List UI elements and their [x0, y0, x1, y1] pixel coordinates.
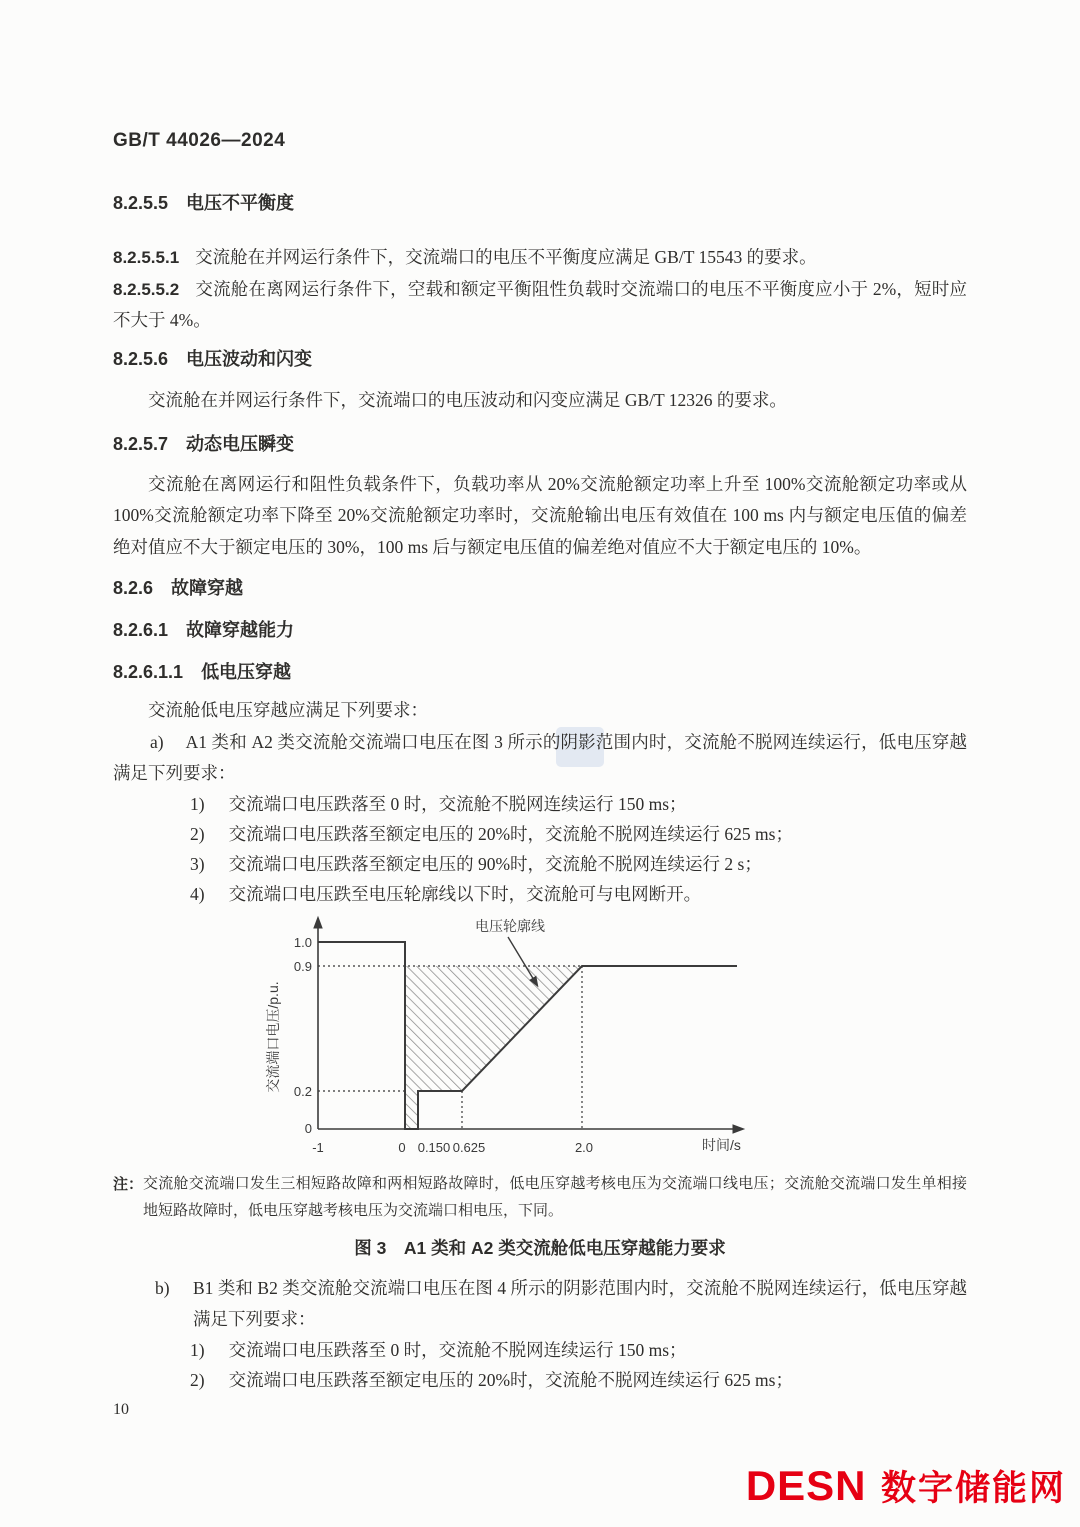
list-item-text: B1 类和 B2 类交流舱交流端口电压在图 4 所示的阴影范围内时，交流舱不脱网连续运行，低电压穿越满足下列要求： [193, 1278, 967, 1329]
section-title: 故障穿越能力 [186, 620, 295, 640]
list-item-text: A1 类和 A2 类交流舱交流端口电压在图 3 所示的阴影范围内时，交流舱不脱网连续运行，低电压穿越满足下列要求： [113, 732, 967, 783]
section-heading-8.2.5.5 [113, 190, 967, 216]
list-marker: 1) [190, 794, 205, 814]
list-item-a [113, 727, 967, 789]
section-title: 故障穿越 [171, 578, 244, 598]
y-tick-0.2: 0.2 [293, 1084, 312, 1099]
list-item-text: 交流端口电压跌至电压轮廓线以下时，交流舱可与电网断开。 [228, 884, 702, 904]
hatch-shaded-region [405, 966, 582, 1129]
x-tick-0150: 0.150 [417, 1140, 451, 1155]
section-heading-8.2.5.7 [113, 431, 967, 457]
x-tick-neg1: -1 [312, 1140, 324, 1155]
y-tick-1.0: 1.0 [293, 935, 312, 950]
y-tick-0.9: 0.9 [293, 959, 312, 974]
list-item [190, 849, 967, 879]
list-marker: 4) [190, 884, 205, 904]
y-tick-0: 0 [304, 1121, 312, 1136]
list-marker: b) [155, 1278, 170, 1298]
section-number: 8.2.6 [113, 578, 154, 598]
page-number: 10 [113, 1401, 129, 1418]
section-number: 8.2.5.6 [113, 349, 169, 369]
section-number: 8.2.6.1 [113, 620, 169, 640]
section-number: 8.2.5.7 [113, 433, 169, 454]
desn-logo-wordmark: DESN [745, 1462, 867, 1509]
list-item [190, 1365, 967, 1395]
section-title: 动态电压瞬变 [186, 433, 295, 454]
list-marker: a) [150, 732, 164, 752]
desn-logo [746, 1461, 1066, 1511]
paragraph-8.2.6.1.1-intro: 交流舱低电压穿越应满足下列要求： [148, 700, 428, 720]
list-item-text: 交流端口电压跌落至 0 时，交流舱不脱网连续运行 150 ms； [228, 1340, 687, 1360]
desn-logo-chinese-name: 数字储能网 [880, 1469, 1066, 1508]
section-heading-8.2.6 [113, 575, 967, 601]
section-title: 低电压穿越 [201, 662, 292, 682]
list-item [190, 1335, 967, 1365]
lvrt-chart-figure [250, 909, 816, 1169]
standard-number-header: GB/T 44026—2024 [113, 130, 286, 151]
list-item-text: 交流端口电压跌落至额定电压的 20%时，交流舱不脱网连续运行 625 ms； [228, 824, 793, 844]
section-title: 电压波动和闪变 [186, 349, 313, 369]
list-item [190, 879, 967, 909]
list-item-text: 交流端口电压跌落至额定电压的 90%时，交流舱不脱网连续运行 2 s； [228, 854, 762, 874]
sublist-a [113, 789, 967, 909]
x-tick-0625: 0.625 [452, 1140, 486, 1155]
profile-annotation-label: 电压轮廓线 [475, 918, 545, 934]
section-heading-8.2.6.1 [113, 617, 967, 643]
section-heading-8.2.6.1.1 [113, 659, 967, 685]
sublist-b [113, 1335, 967, 1395]
list-item-text: 交流端口电压跌落至 0 时，交流舱不脱网连续运行 150 ms； [228, 794, 687, 814]
figure-caption: 图 3 A1 类和 A2 类交流舱低电压穿越能力要求 [354, 1238, 726, 1258]
lvrt-chart [250, 909, 816, 1164]
x-tick-0: 0 [398, 1140, 406, 1155]
page-content [113, 0, 967, 1421]
list-marker: 2) [190, 824, 205, 844]
paragraph-8.2.5.7: 交流舱在离网运行和阻性负载条件下，负载功率从 20%交流舱额定功率上升至 100%交流舱额定功率或从 100%交流舱额定功率下降至 20%交流舱额定功率时，交流舱输出电压有效值在 100 ms 内与额定电压值的偏差绝对值应不大于额定电压的 30%，100 ms 后与额定电压值的偏差绝对值应不大于额定电压的 10%。 [113, 473, 967, 557]
paragraph-8.2.5.6: 交流舱在并网运行条件下，交流端口的电压波动和闪变应满足 GB/T 12326 的要求。 [148, 390, 787, 410]
list-marker: 1) [190, 1340, 205, 1360]
section-number: 8.2.5.5 [113, 193, 169, 213]
section-heading-8.2.5.6 [113, 346, 967, 372]
x-axis-label: 时间/s [702, 1137, 741, 1153]
clause-8.2.5.5.2 [113, 274, 967, 336]
clause-text: 交流舱在并网运行条件下，交流端口的电压不平衡度应满足 GB/T 15543 的要求。 [195, 247, 817, 267]
clause-number: 8.2.5.5.2 [113, 280, 180, 299]
note-label: 注： [113, 1176, 144, 1193]
section-number: 8.2.6.1.1 [113, 662, 184, 682]
list-marker: 3) [190, 854, 205, 874]
list-item-b [155, 1273, 967, 1335]
list-item-text: 交流端口电压跌落至额定电压的 20%时，交流舱不脱网连续运行 625 ms； [228, 1370, 793, 1390]
note-text: 交流舱交流端口发生三相短路故障和两相短路故障时，低电压穿越考核电压为交流端口线电压；交流舱交流端口发生单相接地短路故障时，低电压穿越考核电压为交流端口相电压，下同。 [143, 1176, 967, 1219]
clause-8.2.5.5.1 [113, 242, 967, 273]
x-tick-20: 2.0 [574, 1140, 594, 1155]
list-item [190, 819, 967, 849]
clause-text: 交流舱在离网运行条件下，空载和额定平衡阻性负载时交流端口的电压不平衡度应小于 2%，短时应不大于 4%。 [113, 279, 967, 330]
list-marker: 2) [190, 1370, 205, 1390]
clause-number: 8.2.5.5.1 [113, 248, 180, 267]
section-title: 电压不平衡度 [186, 193, 295, 213]
y-axis-label: 交流端口电压/p.u. [265, 981, 281, 1093]
list-item [190, 789, 967, 819]
figure-note [113, 1171, 967, 1225]
